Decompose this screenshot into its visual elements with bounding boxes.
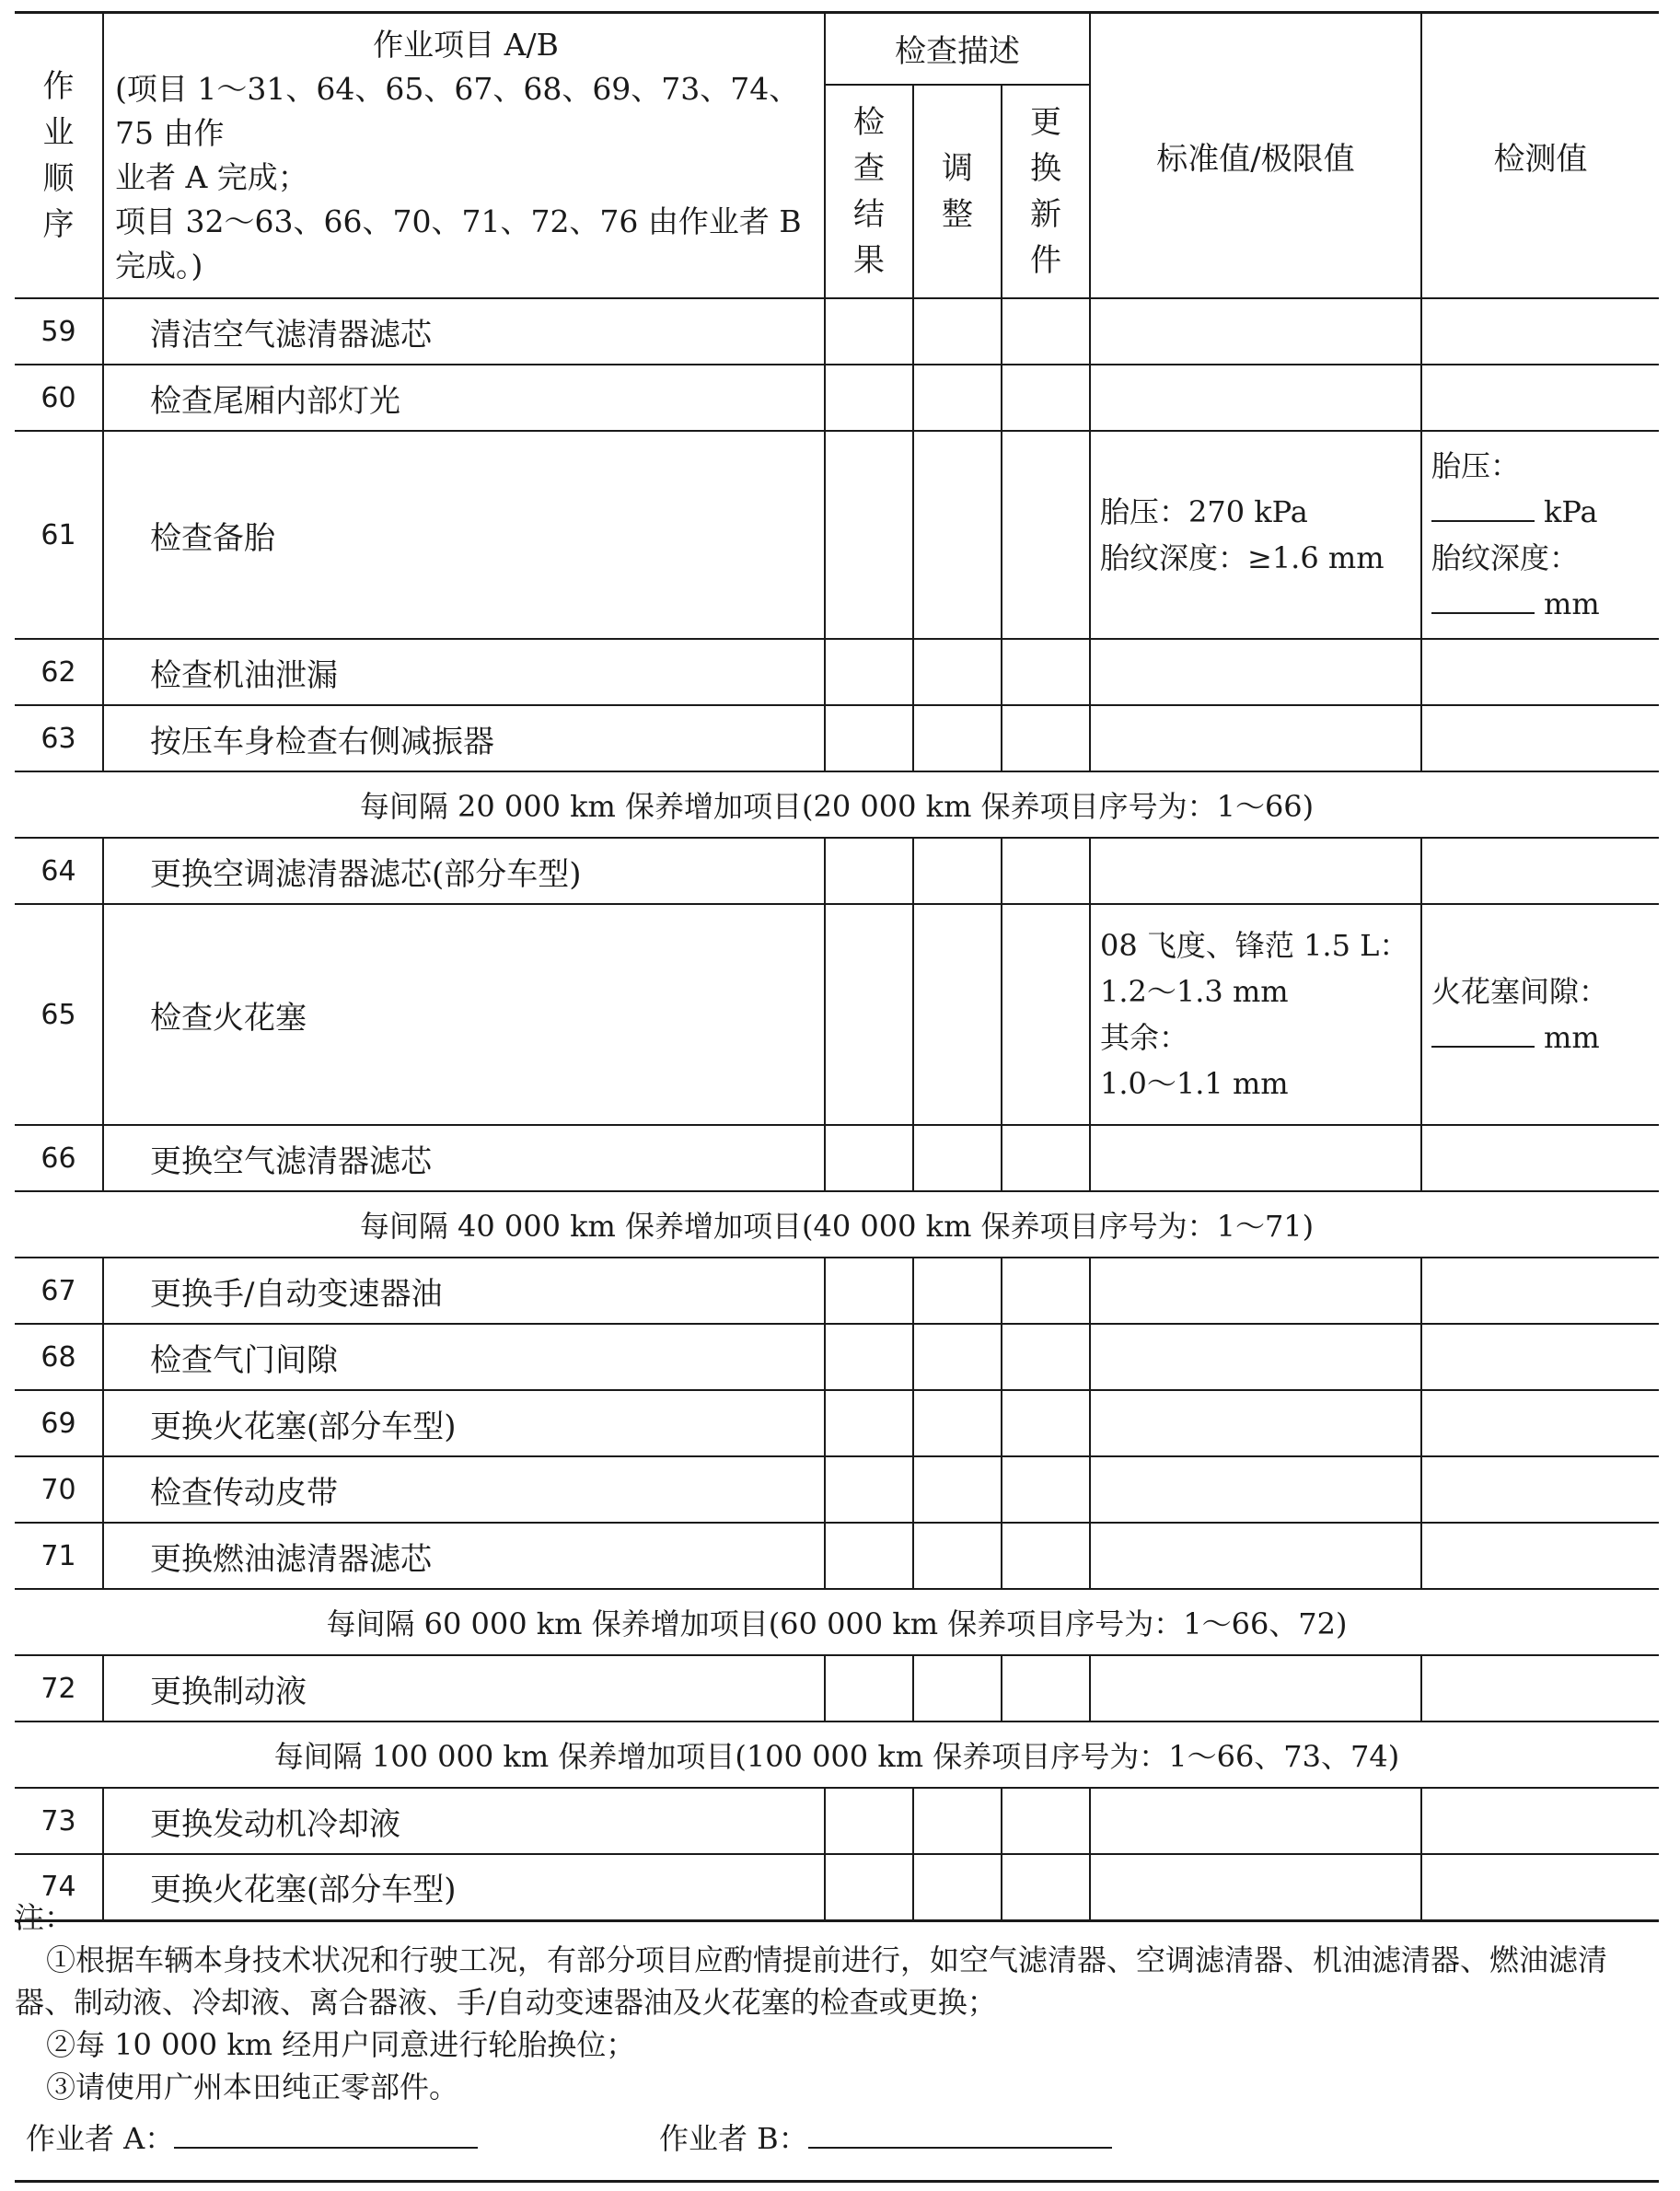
table-row [15, 1655, 1659, 1722]
measured-cell[interactable] [1421, 365, 1659, 431]
signer-b-label: 作业者 B： [659, 2121, 808, 2156]
adjust-cell[interactable] [913, 639, 1002, 705]
row-number: 74 [15, 1854, 103, 1920]
check-result-cell[interactable] [825, 431, 913, 639]
note-1: ①根据车辆本身技术状况和行驶工况，有部分项目应酌情提前进行，如空气滤清器、空调滤清器、机油滤清器、燃油滤清 [46, 1942, 1608, 1977]
row-number: 62 [15, 639, 103, 705]
note-2: ②每 10 000 km 经用户同意进行轮胎换位； [46, 2027, 636, 2062]
standard-cell [1090, 838, 1421, 904]
replace-cell[interactable] [1002, 1655, 1090, 1722]
replace-cell[interactable] [1002, 1125, 1090, 1191]
row-item-name: 检查备胎 [103, 431, 825, 639]
section-row-20000km [15, 771, 1659, 838]
replace-cell[interactable] [1002, 705, 1090, 771]
standard-cell [1090, 705, 1421, 771]
check-result-cell[interactable] [825, 298, 913, 365]
check-result-cell[interactable] [825, 1125, 913, 1191]
replace-cell[interactable] [1002, 1456, 1090, 1523]
measured-cell[interactable] [1421, 1390, 1659, 1456]
replace-cell[interactable] [1002, 298, 1090, 365]
row-item-name: 检查机油泄漏 [103, 639, 825, 705]
standard-cell [1090, 1655, 1421, 1722]
table-row [15, 365, 1659, 431]
row-item-name: 按压车身检查右侧减振器 [103, 705, 825, 771]
table-row [15, 904, 1659, 1125]
standard-cell [1090, 1523, 1421, 1589]
check-result-cell[interactable] [825, 1788, 913, 1854]
header-adjust: 调 整 [913, 85, 1002, 298]
header-sequence: 作 业 顺 序 [15, 13, 103, 299]
section-row-100000km [15, 1722, 1659, 1788]
maintenance-table [15, 11, 1659, 1922]
standard-cell [1090, 1456, 1421, 1523]
adjust-cell[interactable] [913, 1258, 1002, 1324]
signature-row [15, 2114, 1659, 2160]
replace-cell[interactable] [1002, 639, 1090, 705]
measured-cell[interactable] [1421, 1523, 1659, 1589]
table-row [15, 1788, 1659, 1854]
table-row [15, 1456, 1659, 1523]
header-standard-value: 标准值/极限值 [1090, 13, 1421, 299]
check-result-cell[interactable] [825, 1258, 913, 1324]
notes-title: 注： [15, 1900, 75, 1935]
header-work-item: 作业项目 A/B (项目 1～31、64、65、67、68、69、73、74、75 由作 业者 A 完成； 项目 32～63、66、70、71、72、76 由作业者 B 完成。) [103, 13, 825, 299]
row-number: 71 [15, 1523, 103, 1589]
row-item-name: 更换发动机冷却液 [103, 1788, 825, 1854]
replace-cell[interactable] [1002, 431, 1090, 639]
row-item-name: 更换手/自动变速器油 [103, 1258, 825, 1324]
row-item-name: 检查传动皮带 [103, 1456, 825, 1523]
check-result-cell[interactable] [825, 1456, 913, 1523]
section-heading: 每间隔 40 000 km 保养增加项目(40 000 km 保养项目序号为：1～71) [15, 1191, 1659, 1258]
table-row [15, 1324, 1659, 1390]
row-number: 67 [15, 1258, 103, 1324]
adjust-cell[interactable] [913, 1456, 1002, 1523]
section-heading: 每间隔 60 000 km 保养增加项目(60 000 km 保养项目序号为：1～66、72) [15, 1589, 1659, 1655]
check-result-cell[interactable] [825, 1523, 913, 1589]
row-number: 72 [15, 1655, 103, 1722]
adjust-cell[interactable] [913, 1390, 1002, 1456]
row-number: 65 [15, 904, 103, 1125]
measured-cell[interactable] [1421, 1258, 1659, 1324]
notes-section [15, 1896, 1659, 2160]
check-result-cell[interactable] [825, 1324, 913, 1390]
standard-cell [1090, 1258, 1421, 1324]
section-heading: 每间隔 100 000 km 保养增加项目(100 000 km 保养项目序号为：1～66、73、74) [15, 1722, 1659, 1788]
table-row [15, 838, 1659, 904]
measured-cell[interactable] [1421, 298, 1659, 365]
standard-cell [1090, 1788, 1421, 1854]
maintenance-checklist [15, 11, 1659, 1922]
signer-a [26, 2114, 478, 2160]
row-number: 64 [15, 838, 103, 904]
row-item-name: 更换火花塞(部分车型) [103, 1854, 825, 1920]
standard-cell [1090, 1324, 1421, 1390]
standard-cell: 胎压：270 kPa 胎纹深度：≥1.6 mm [1090, 431, 1421, 639]
row-number: 69 [15, 1390, 103, 1456]
adjust-cell[interactable] [913, 904, 1002, 1125]
measured-cell[interactable] [1421, 1456, 1659, 1523]
standard-cell [1090, 639, 1421, 705]
row-item-name: 更换制动液 [103, 1655, 825, 1722]
standard-cell [1090, 298, 1421, 365]
table-row [15, 705, 1659, 771]
table-row [15, 639, 1659, 705]
standard-cell [1090, 1390, 1421, 1456]
measured-cell[interactable] [1421, 705, 1659, 771]
spark-gap-blank[interactable] [1431, 1018, 1535, 1048]
section-heading: 每间隔 20 000 km 保养增加项目(20 000 km 保养项目序号为：1～66) [15, 771, 1659, 838]
table-row [15, 431, 1659, 639]
row-number: 70 [15, 1456, 103, 1523]
replace-cell[interactable] [1002, 838, 1090, 904]
tire-pressure-blank[interactable] [1431, 493, 1535, 522]
row-item-name: 检查气门间隙 [103, 1324, 825, 1390]
adjust-cell[interactable] [913, 365, 1002, 431]
replace-cell[interactable] [1002, 904, 1090, 1125]
header-check-description: 检查描述 [825, 13, 1090, 85]
adjust-cell[interactable] [913, 298, 1002, 365]
measured-cell[interactable]: 胎压： kPa 胎纹深度： mm [1421, 431, 1659, 639]
standard-cell [1090, 365, 1421, 431]
check-result-cell[interactable] [825, 639, 913, 705]
measured-cell[interactable]: 火花塞间隙： mm [1421, 904, 1659, 1125]
row-item-name: 更换空气滤清器滤芯 [103, 1125, 825, 1191]
tread-depth-blank[interactable] [1431, 585, 1535, 614]
check-result-cell[interactable] [825, 1390, 913, 1456]
signer-a-label: 作业者 A： [26, 2121, 175, 2156]
adjust-cell[interactable] [913, 838, 1002, 904]
adjust-cell[interactable] [913, 705, 1002, 771]
adjust-cell[interactable] [913, 1788, 1002, 1854]
standard-cell [1090, 1125, 1421, 1191]
standard-cell: 08 飞度、锋范 1.5 L： 1.2～1.3 mm 其余： 1.0～1.1 mm [1090, 904, 1421, 1125]
note-3: ③请使用广州本田纯正零部件。 [46, 2069, 459, 2104]
row-item-name: 检查尾厢内部灯光 [103, 365, 825, 431]
row-number: 61 [15, 431, 103, 639]
bottom-rule [15, 2180, 1659, 2183]
section-row-60000km [15, 1589, 1659, 1655]
measured-cell[interactable] [1421, 639, 1659, 705]
section-row-40000km [15, 1191, 1659, 1258]
row-number: 63 [15, 705, 103, 771]
table-row [15, 1523, 1659, 1589]
replace-cell[interactable] [1002, 1788, 1090, 1854]
adjust-cell[interactable] [913, 1655, 1002, 1722]
replace-cell[interactable] [1002, 1324, 1090, 1390]
table-row [15, 1125, 1659, 1191]
row-number: 66 [15, 1125, 103, 1191]
check-result-cell[interactable] [825, 365, 913, 431]
row-item-name: 更换燃油滤清器滤芯 [103, 1523, 825, 1589]
table-row [15, 298, 1659, 365]
note-1-continued: 器、制动液、冷却液、离合器液、手/自动变速器油及火花塞的检查或更换； [15, 1985, 997, 2020]
table-row [15, 1258, 1659, 1324]
check-result-cell[interactable] [825, 1655, 913, 1722]
row-item-name: 清洁空气滤清器滤芯 [103, 298, 825, 365]
check-result-cell[interactable] [825, 838, 913, 904]
measured-cell[interactable] [1421, 838, 1659, 904]
row-item-name: 更换空调滤清器滤芯(部分车型) [103, 838, 825, 904]
replace-cell[interactable] [1002, 365, 1090, 431]
replace-cell[interactable] [1002, 1523, 1090, 1589]
header-measured-value: 检测值 [1421, 13, 1659, 299]
signer-a-line[interactable] [174, 2114, 478, 2149]
header-check-result: 检 查 结 果 [825, 85, 913, 298]
replace-cell[interactable] [1002, 1258, 1090, 1324]
row-number: 68 [15, 1324, 103, 1390]
adjust-cell[interactable] [913, 1125, 1002, 1191]
row-number: 73 [15, 1788, 103, 1854]
row-item-name: 检查火花塞 [103, 904, 825, 1125]
check-result-cell[interactable] [825, 904, 913, 1125]
row-number: 59 [15, 298, 103, 365]
adjust-cell[interactable] [913, 1523, 1002, 1589]
measured-cell[interactable] [1421, 1125, 1659, 1191]
adjust-cell[interactable] [913, 1324, 1002, 1390]
measured-cell[interactable] [1421, 1788, 1659, 1854]
header-replace-part: 更 换 新 件 [1002, 85, 1090, 298]
replace-cell[interactable] [1002, 1390, 1090, 1456]
adjust-cell[interactable] [913, 431, 1002, 639]
check-result-cell[interactable] [825, 705, 913, 771]
signer-b [659, 2114, 1112, 2160]
measured-cell[interactable] [1421, 1324, 1659, 1390]
row-item-name: 更换火花塞(部分车型) [103, 1390, 825, 1456]
table-row [15, 1390, 1659, 1456]
measured-cell[interactable] [1421, 1655, 1659, 1722]
row-number: 60 [15, 365, 103, 431]
signer-b-line[interactable] [808, 2114, 1112, 2149]
